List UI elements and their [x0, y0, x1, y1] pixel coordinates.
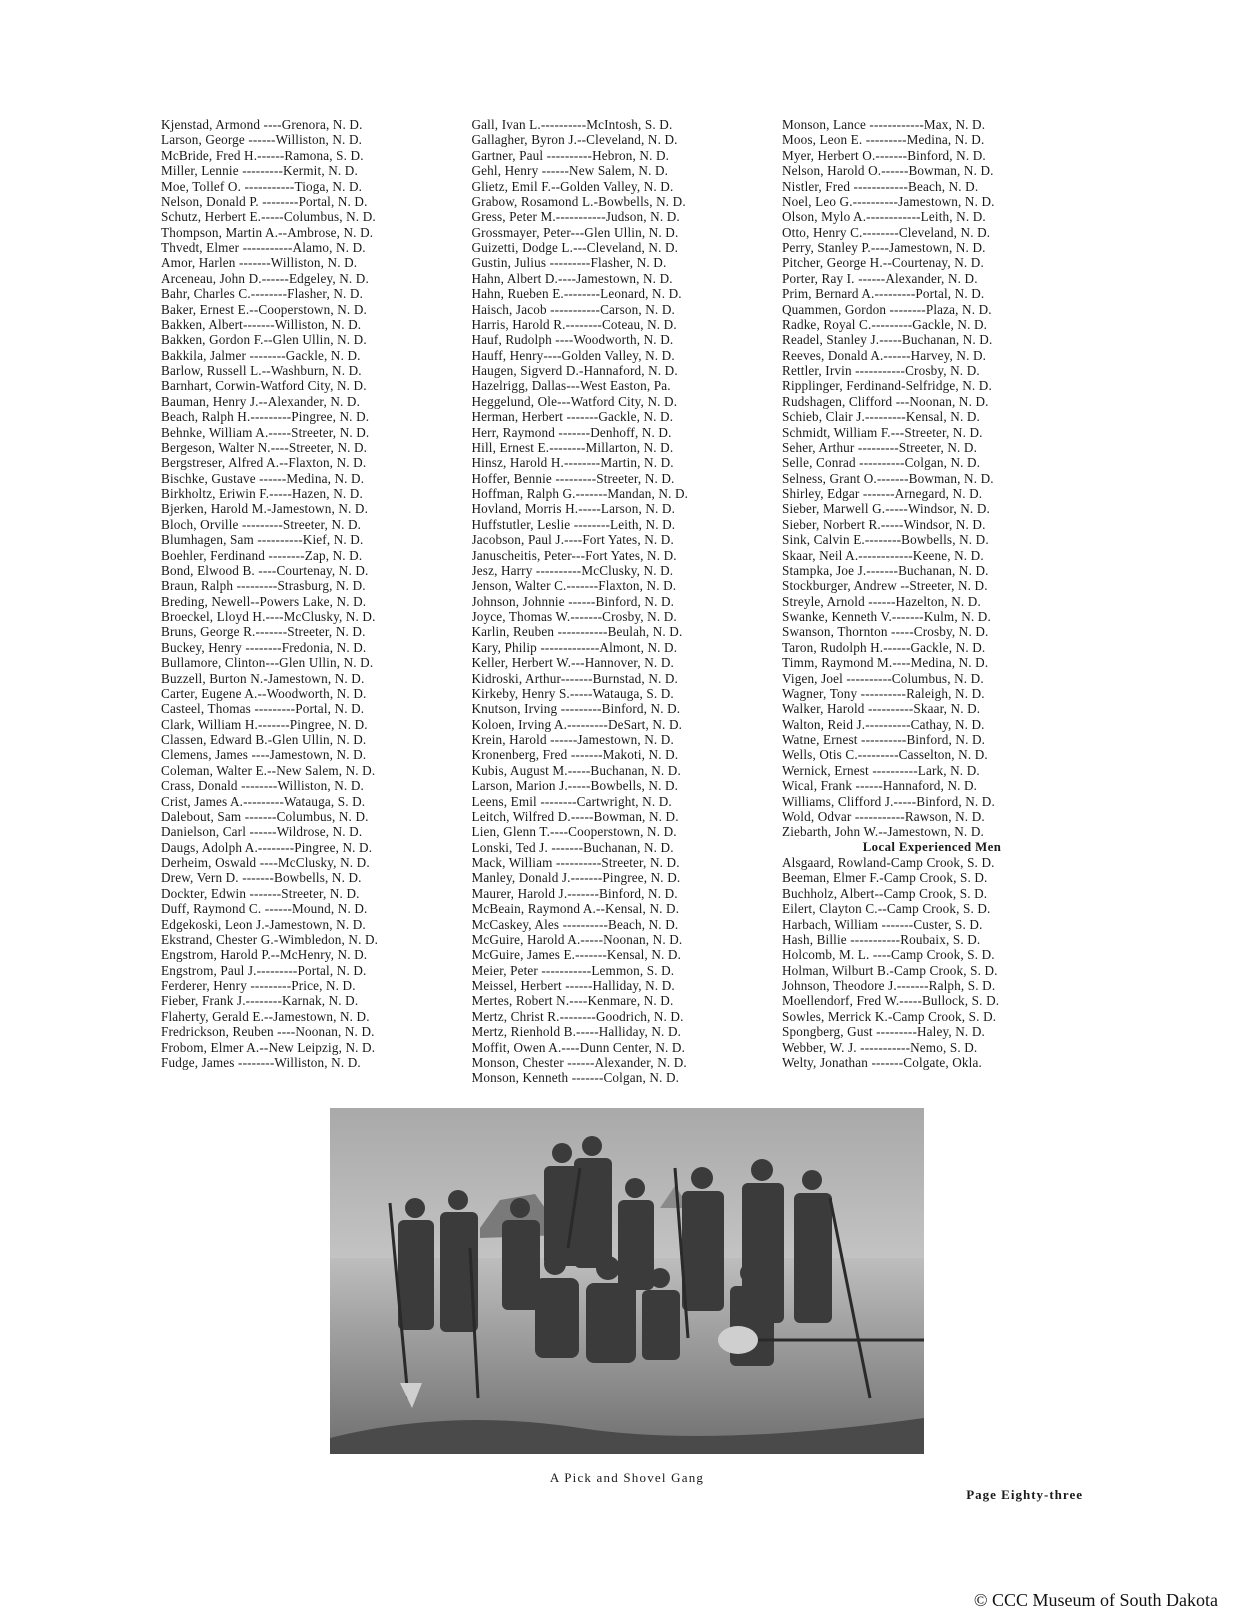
roster-entry: McBride, Fred H.------Ramona, S. D. — [161, 147, 364, 163]
roster-entry: Miller, Lennie ---------Kermit, N. D. — [161, 163, 358, 179]
roster-entry: Engstrom, Paul J.---------Portal, N. D. — [161, 962, 367, 978]
roster-entry: Buckey, Henry --------Fredonia, N. D. — [161, 639, 367, 655]
roster-entry: Streyle, Arnold ------Hazelton, N. D. — [782, 593, 981, 609]
roster-entry: Glietz, Emil F.--Golden Valley, N. D. — [471, 178, 674, 194]
roster-entry: Spongberg, Gust ---------Haley, N. D. — [782, 1024, 985, 1040]
roster-entry: Knutson, Irving ---------Binford, N. D. — [471, 701, 681, 717]
roster-entry: Vigen, Joel ----------Columbus, N. D. — [782, 670, 984, 686]
roster-entry: Leens, Emil --------Cartwright, N. D. — [471, 793, 672, 809]
roster-entry: Barlow, Russell L.--Washburn, N. D. — [161, 363, 362, 378]
roster-entry: Gartner, Paul ----------Hebron, N. D. — [471, 147, 670, 163]
roster-entry: Haisch, Jacob -----------Carson, N. D. — [471, 301, 675, 317]
roster-entry: Reeves, Donald A.------Harvey, N. D. — [782, 347, 987, 363]
roster-entry: Braun, Ralph ---------Strasburg, N. D. — [161, 578, 366, 594]
roster-entry: Gustin, Julius ---------Flasher, N. D. — [471, 255, 667, 271]
roster-entry: Baker, Ernest E.--Cooperstown, N. D. — [161, 301, 367, 317]
roster-entry: Jacobson, Paul J.----Fort Yates, N. D. — [471, 532, 674, 548]
roster-entry: Mertz, Rienhold B.-----Halliday, N. D. — [471, 1024, 682, 1040]
roster-entry: Jenson, Walter C.-------Flaxton, N. D. — [471, 578, 677, 594]
roster-entry: Fredrickson, Reuben ----Noonan, N. D. — [161, 1024, 375, 1040]
roster-entry: Grossmayer, Peter---Glen Ullin, N. D. — [471, 224, 679, 240]
roster-entry: Hauff, Henry----Golden Valley, N. D. — [471, 347, 675, 363]
roster-entry: Lien, Glenn T.----Cooperstown, N. D. — [471, 824, 677, 840]
roster-entry: Monson, Lance ------------Max, N. D. — [782, 117, 986, 132]
roster-entry: Gall, Ivan L.----------McIntosh, S. D. — [471, 117, 673, 132]
roster-entry: Nelson, Harold O.------Bowman, N. D. — [782, 163, 994, 179]
roster-entry: Koloen, Irving A.---------DeSart, N. D. — [471, 716, 683, 732]
roster-entry: Duff, Raymond C. ------Mound, N. D. — [161, 901, 368, 917]
roster-entry: McGuire, Harold A.-----Noonan, N. D. — [471, 931, 683, 947]
roster-entry: Larson, George ------Williston, N. D. — [161, 132, 363, 148]
roster-entry: Sieber, Norbert R.-----Windsor, N. D. — [782, 516, 986, 532]
roster-entry: Manley, Donald J.-------Pingree, N. D. — [471, 870, 681, 886]
roster-entry: Gehl, Henry ------New Salem, N. D. — [471, 163, 669, 179]
roster-entry: Jesz, Harry ----------McClusky, N. D. — [471, 562, 674, 578]
roster-entry: Moos, Leon E. ---------Medina, N. D. — [782, 132, 985, 148]
roster-entry: Kirkeby, Henry S.-----Watauga, S. D. — [471, 685, 674, 701]
roster-entry: Classen, Edward B.-Glen Ullin, N. D. — [161, 732, 367, 747]
roster-entry: Rudshagen, Clifford ---Noonan, N. D. — [782, 393, 989, 409]
roster — [161, 117, 1082, 1092]
roster-entry: Moffit, Owen A.----Dunn Center, N. D. — [471, 1039, 686, 1055]
roster-entry: Schieb, Clair J.---------Kensal, N. D. — [782, 409, 980, 425]
roster-entry: Wells, Otis C.---------Casselton, N. D. — [782, 747, 988, 763]
roster-entry: Alsgaard, Rowland-Camp Crook, S. D. — [782, 855, 995, 870]
roster-entry: Grabow, Rosamond L.-Bowbells, N. D. — [471, 193, 686, 209]
roster-entry: Arceneau, John D.------Edgeley, N. D. — [161, 270, 369, 286]
roster-entry: Hauf, Rudolph ----Woodworth, N. D. — [471, 332, 674, 348]
roster-entry: Breding, Newell--Powers Lake, N. D. — [161, 593, 367, 609]
roster-entry: Hoffman, Ralph G.-------Mandan, N. D. — [471, 486, 689, 501]
roster-entry: Broeckel, Lloyd H.----McClusky, N. D. — [161, 609, 376, 624]
roster-entry: Hazelrigg, Dallas---West Easton, Pa. — [471, 378, 671, 394]
roster-entry: Keller, Herbert W.---Hannover, N. D. — [471, 655, 674, 671]
roster-entry: Watne, Ernest ----------Binford, N. D. — [782, 732, 986, 747]
roster-entry: Clark, William H.-------Pingree, N. D. — [161, 716, 368, 732]
roster-entry: Bakkila, Jalmer --------Gackle, N. D. — [161, 347, 361, 363]
group-photo — [330, 1108, 924, 1454]
roster-entry: Holcomb, M. L. ----Camp Crook, S. D. — [782, 947, 995, 963]
roster-entry: Selle, Conrad ----------Colgan, N. D. — [782, 455, 981, 471]
roster-entry: Myer, Herbert O.-------Binford, N. D. — [782, 147, 986, 163]
roster-entry: Kubis, August M.-----Buchanan, N. D. — [471, 762, 681, 778]
roster-entry: Walker, Harold ----------Skaar, N. D. — [782, 701, 981, 717]
roster-entry: Swanson, Thornton -----Crosby, N. D. — [782, 624, 989, 640]
roster-entry: Prim, Bernard A.---------Portal, N. D. — [782, 286, 985, 302]
roster-entry: Derheim, Oswald ----McClusky, N. D. — [161, 855, 370, 870]
roster-entry: McBeain, Raymond A.--Kensal, N. D. — [471, 901, 680, 917]
roster-entry: Clemens, James ----Jamestown, N. D. — [161, 747, 367, 763]
roster-entry: Eilert, Clayton C.--Camp Crook, S. D. — [782, 901, 991, 917]
roster-entry: Williams, Clifford J.-----Binford, N. D. — [782, 793, 995, 809]
roster-entry: Fudge, James --------Williston, N. D. — [161, 1054, 361, 1070]
roster-entry: Amor, Harlen -------Williston, N. D. — [161, 255, 358, 271]
roster-entry: Perry, Stanley P.----Jamestown, N. D. — [782, 240, 986, 255]
roster-entry: Bischke, Gustave ------Medina, N. D. — [161, 470, 365, 486]
roster-entry: Ekstrand, Chester G.-Wimbledon, N. D. — [161, 931, 379, 947]
roster-entry: Wical, Frank ------Hannaford, N. D. — [782, 778, 978, 794]
roster-entry: Holman, Wilburt B.-Camp Crook, S. D. — [782, 962, 998, 978]
roster-entry: Sink, Calvin E.--------Bowbells, N. D. — [782, 532, 989, 548]
roster-entry: Walton, Reid J.----------Cathay, N. D. — [782, 716, 985, 732]
roster-entry: Pitcher, George H.--Courtenay, N. D. — [782, 255, 984, 271]
roster-entry: Hill, Ernest E.--------Millarton, N. D. — [471, 439, 674, 455]
roster-entry: Hahn, Albert D.----Jamestown, N. D. — [471, 270, 673, 286]
roster-entry: Beach, Ralph H.---------Pingree, N. D. — [161, 409, 370, 425]
roster-entry: Schutz, Herbert E.-----Columbus, N. D. — [161, 209, 376, 225]
roster-entry: Bjerken, Harold M.-Jamestown, N. D. — [161, 501, 369, 517]
roster-entry: Stampka, Joe J.-------Buchanan, N. D. — [782, 562, 989, 578]
roster-entry: Larson, Marion J.-----Bowbells, N. D. — [471, 778, 679, 794]
roster-entry: Meier, Peter -----------Lemmon, S. D. — [471, 962, 675, 978]
roster-entry: Schmidt, William F.---Streeter, N. D. — [782, 424, 983, 440]
roster-entry: McGuire, James E.-------Kensal, N. D. — [471, 947, 682, 963]
roster-entry: Noel, Leo G.----------Jamestown, N. D. — [782, 193, 995, 209]
roster-entry: Porter, Ray I. ------Alexander, N. D. — [782, 270, 978, 286]
roster-entry: Carter, Eugene A.--Woodworth, N. D. — [161, 685, 367, 701]
roster-entry: Monson, Kenneth -------Colgan, N. D. — [471, 1070, 680, 1086]
roster-entry: Engstrom, Harold P.--McHenry, N. D. — [161, 947, 368, 963]
roster-entry: Sowles, Merrick K.-Camp Crook, S. D. — [782, 1008, 997, 1024]
roster-entry: Wold, Odvar -----------Rawson, N. D. — [782, 808, 985, 824]
roster-entry: Johnson, Theodore J.-------Ralph, S. D. — [782, 978, 996, 993]
roster-entry: Karlin, Reuben -----------Beulah, N. D. — [471, 624, 683, 640]
roster-entry: Welty, Jonathan -------Colgate, Okla. — [782, 1054, 982, 1070]
roster-entry: Casteel, Thomas ---------Portal, N. D. — [161, 701, 365, 717]
roster-entry: Hahn, Rueben E.--------Leonard, N. D. — [471, 286, 682, 302]
roster-entry: Taron, Rudolph H.------Gackle, N. D. — [782, 639, 986, 655]
roster-entry: Otto, Henry C.--------Cleveland, N. D. — [782, 224, 991, 240]
roster-entry: Nelson, Donald P. --------Portal, N. D. — [161, 193, 368, 209]
roster-entry: Krein, Harold ------Jamestown, N. D. — [471, 732, 674, 747]
roster-entry: Buchholz, Albert--Camp Crook, S. D. — [782, 885, 988, 901]
roster-entry: Bruns, George R.-------Streeter, N. D. — [161, 624, 366, 640]
roster-entry: Skaar, Neil A.------------Keene, N. D. — [782, 547, 984, 563]
roster-entry: Bahr, Charles C.--------Flasher, N. D. — [161, 286, 364, 302]
roster-entry: Bond, Elwood B. ----Courtenay, N. D. — [161, 562, 369, 578]
roster-entry: Daugs, Adolph A.--------Pingree, N. D. — [161, 839, 373, 855]
roster-entry: Thompson, Martin A.--Ambrose, N. D. — [161, 224, 374, 240]
roster-entry: Boehler, Ferdinand --------Zap, N. D. — [161, 547, 363, 563]
roster-entry: Hovland, Morris H.-----Larson, N. D. — [471, 501, 676, 517]
roster-column-1 — [161, 117, 461, 1092]
roster-entry: Thvedt, Elmer -----------Alamo, N. D. — [161, 240, 366, 255]
roster-entry: Selness, Grant O.-------Bowman, N. D. — [782, 470, 994, 486]
roster-entry: Quammen, Gordon --------Plaza, N. D. — [782, 301, 992, 317]
roster-entry: Bergeson, Walter N.----Streeter, N. D. — [161, 439, 368, 455]
roster-entry: Moellendorf, Fred W.-----Bullock, S. D. — [782, 993, 1000, 1009]
roster-entry: Rettler, Irvin -----------Crosby, N. D. — [782, 363, 980, 378]
roster-entry: Dockter, Edwin -------Streeter, N. D. — [161, 885, 360, 901]
roster-entry: Hash, Billie -----------Roubaix, S. D. — [782, 931, 981, 947]
roster-entry: Ripplinger, Ferdinand-Selfridge, N. D. — [782, 378, 992, 394]
copyright-notice: © CCC Museum of South Dakota — [973, 1590, 1218, 1610]
roster-entry: Edgekoski, Leon J.-Jamestown, N. D. — [161, 916, 366, 932]
roster-entry: Hinsz, Harold H.--------Martin, N. D. — [471, 455, 674, 471]
roster-entry: Mertes, Robert N.----Kenmare, N. D. — [471, 993, 674, 1009]
roster-entry: Kjenstad, Armond ----Grenora, N. D. — [161, 117, 363, 132]
roster-entry: Haugen, Sigverd D.-Hannaford, N. D. — [471, 363, 678, 378]
roster-entry: Mack, William ----------Streeter, N. D. — [471, 855, 680, 870]
roster-entry: Barnhart, Corwin-Watford City, N. D. — [161, 378, 367, 394]
section-heading: Local Experienced Men — [862, 839, 1002, 854]
roster-entry: Gallagher, Byron J.--Cleveland, N. D. — [471, 132, 678, 148]
roster-entry: Heggelund, Ole---Watford City, N. D. — [471, 393, 678, 409]
roster-entry: Monson, Chester ------Alexander, N. D. — [471, 1054, 687, 1070]
roster-entry: Drew, Vern D. -------Bowbells, N. D. — [161, 870, 362, 886]
roster-entry: Bullamore, Clinton---Glen Ullin, N. D. — [161, 655, 374, 671]
roster-entry: Januscheitis, Peter---Fort Yates, N. D. — [471, 547, 677, 563]
photo-caption: A Pick and Shovel Gang — [549, 1470, 705, 1485]
roster-entry: Fieber, Frank J.--------Karnak, N. D. — [161, 993, 359, 1009]
roster-entry: McCaskey, Ales ----------Beach, N. D. — [471, 916, 679, 932]
roster-column-2 — [472, 117, 772, 1092]
roster-entry: Bergstreser, Alfred A.--Flaxton, N. D. — [161, 455, 367, 471]
roster-entry: Crist, James A.---------Watauga, S. D. — [161, 793, 366, 809]
roster-entry: Leitch, Wilfred D.-----Bowman, N. D. — [471, 808, 679, 824]
roster-entry: Birkholtz, Eriwin F.-----Hazen, N. D. — [161, 486, 363, 501]
roster-entry: Herr, Raymond -------Denhoff, N. D. — [471, 424, 672, 440]
roster-entry: Harbach, William -------Custer, S. D. — [782, 916, 983, 932]
roster-column-3 — [782, 117, 1082, 1092]
roster-entry: Huffstutler, Leslie --------Leith, N. D. — [471, 516, 676, 532]
roster-entry: Ferderer, Henry ---------Price, N. D. — [161, 978, 356, 993]
roster-entry: Sieber, Marwell G.-----Windsor, N. D. — [782, 501, 990, 517]
roster-entry: Beeman, Elmer F.-Camp Crook, S. D. — [782, 870, 988, 886]
roster-entry: Bauman, Henry J.--Alexander, N. D. — [161, 393, 361, 409]
roster-entry: Mertz, Christ R.--------Goodrich, N. D. — [471, 1008, 684, 1024]
roster-entry: Johnson, Johnnie ------Binford, N. D. — [471, 593, 675, 609]
roster-entry: Moe, Tollef O. -----------Tioga, N. D. — [161, 178, 363, 194]
roster-entry: Readel, Stanley J.-----Buchanan, N. D. — [782, 332, 993, 348]
roster-entry: Kary, Philip -------------Almont, N. D. — [471, 639, 678, 655]
roster-entry: Kronenberg, Fred -------Makoti, N. D. — [471, 747, 679, 763]
roster-entry: Behnke, William A.-----Streeter, N. D. — [161, 424, 370, 440]
roster-entry: Coleman, Walter E.--New Salem, N. D. — [161, 762, 376, 778]
roster-entry: Wernick, Ernest ----------Lark, N. D. — [782, 762, 980, 778]
roster-entry: Flaherty, Gerald E.--Jamestown, N. D. — [161, 1008, 370, 1024]
roster-entry: Blumhagen, Sam ----------Kief, N. D. — [161, 532, 364, 548]
roster-entry: Buzzell, Burton N.-Jamestown, N. D. — [161, 670, 365, 686]
roster-entry: Gress, Peter M.-----------Judson, N. D. — [471, 209, 680, 225]
roster-entry: Wagner, Tony ----------Raleigh, N. D. — [782, 685, 985, 701]
roster-entry: Shirley, Edgar -------Arnegard, N. D. — [782, 486, 983, 501]
roster-entry: Bakken, Albert-------Williston, N. D. — [161, 316, 362, 332]
roster-entry: Maurer, Harold J.-------Binford, N. D. — [471, 885, 678, 901]
page-number: Page Eighty-three — [966, 1487, 1083, 1502]
roster-entry: Nistler, Fred ------------Beach, N. D. — [782, 178, 979, 194]
roster-entry: Lonski, Ted J. -------Buchanan, N. D. — [471, 839, 674, 855]
roster-entry: Guizetti, Dodge L.---Cleveland, N. D. — [471, 240, 679, 255]
roster-entry: Dalebout, Sam -------Columbus, N. D. — [161, 808, 369, 824]
roster-entry: Frobom, Elmer A.--New Leipzig, N. D. — [161, 1039, 376, 1055]
roster-entry: Meissel, Herbert ------Halliday, N. D. — [471, 978, 675, 993]
roster-entry: Seher, Arthur ---------Streeter, N. D. — [782, 439, 978, 455]
roster-entry: Bakken, Gordon F.--Glen Ullin, N. D. — [161, 332, 367, 348]
roster-entry: Webber, W. J. -----------Nemo, S. D. — [782, 1039, 978, 1055]
roster-entry: Harris, Harold R.--------Coteau, N. D. — [471, 316, 677, 332]
roster-entry: Stockburger, Andrew --Streeter, N. D. — [782, 578, 988, 594]
roster-entry: Ziebarth, John W.--Jamestown, N. D. — [782, 824, 984, 840]
roster-entry: Radke, Royal C.---------Gackle, N. D. — [782, 316, 988, 332]
roster-entry: Swanke, Kenneth V.-------Kulm, N. D. — [782, 609, 991, 624]
roster-entry: Danielson, Carl ------Wildrose, N. D. — [161, 824, 363, 840]
roster-entry: Olson, Mylo A.------------Leith, N. D. — [782, 209, 986, 225]
roster-entry: Herman, Herbert -------Gackle, N. D. — [471, 409, 674, 425]
roster-entry: Timm, Raymond M.----Medina, N. D. — [782, 655, 989, 671]
roster-entry: Hoffer, Bennie ---------Streeter, N. D. — [471, 470, 675, 486]
roster-entry: Crass, Donald --------Williston, N. D. — [161, 778, 364, 794]
roster-entry: Kidroski, Arthur-------Burnstad, N. D. — [471, 670, 679, 686]
roster-entry: Bloch, Orville ---------Streeter, N. D. — [161, 516, 362, 532]
roster-entry: Joyce, Thomas W.-------Crosby, N. D. — [471, 609, 677, 624]
